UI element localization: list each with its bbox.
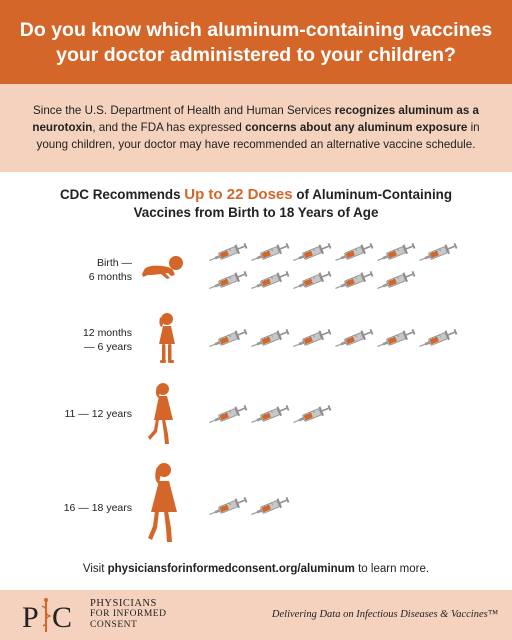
syringe-icon xyxy=(206,270,250,292)
tagline: Delivering Data on Infectious Diseases & Vaccines™ xyxy=(271,609,498,620)
syringe-icon xyxy=(206,242,250,264)
row-label-16years xyxy=(60,501,132,515)
row-label-birth xyxy=(60,256,132,284)
footer xyxy=(0,590,512,640)
teen-girl-icon xyxy=(146,462,182,544)
syringe-icon xyxy=(290,242,334,264)
org-line-2: FOR INFORMED xyxy=(90,609,167,619)
syringe-icon xyxy=(374,270,418,292)
subhead-line-1 xyxy=(0,186,512,204)
page-header xyxy=(0,0,512,84)
intro-bold-1: recognizes aluminum as a neurotoxin xyxy=(32,104,479,134)
header-line-2: your doctor administered to your children? xyxy=(56,44,456,66)
toddler-girl-icon xyxy=(156,312,178,366)
org-line-1: PHYSICIANS xyxy=(90,598,157,609)
syringe-icon xyxy=(290,404,334,426)
walking-girl-icon xyxy=(146,382,180,446)
syringe-icon xyxy=(416,242,460,264)
org-line-3: CONSENT xyxy=(90,620,138,630)
intro-bold-2: concerns about any aluminum exposure xyxy=(245,121,468,134)
syringe-icon xyxy=(332,328,376,350)
syringe-icon xyxy=(374,328,418,350)
intro-part-1: Since the U.S. Department of Health and Human Services xyxy=(33,104,335,117)
header-line-1: Do you know which aluminum-containing vaccines xyxy=(19,19,493,41)
row-label-11years xyxy=(60,407,132,421)
intro-part-2: , and the FDA has expressed xyxy=(92,121,246,134)
syringe-icon xyxy=(290,270,334,292)
syringe-icon xyxy=(332,270,376,292)
syringe-icon xyxy=(416,328,460,350)
row-2-label-line-1: 11 — 12 years xyxy=(64,408,132,420)
syringe-icon xyxy=(248,404,292,426)
syringe-icon xyxy=(248,242,292,264)
visit-pre: Visit xyxy=(82,563,108,575)
syringe-icon xyxy=(206,328,250,350)
org-name xyxy=(90,598,166,631)
subhead-line-2: Vaccines from Birth to 18 Years of Age xyxy=(133,205,379,220)
syringe-icon xyxy=(248,270,292,292)
subhead-pre: CDC Recommends xyxy=(59,187,185,202)
syringe-icon xyxy=(332,242,376,264)
row-0-label-line-2: 6 months xyxy=(88,271,132,283)
caduceus-icon xyxy=(22,596,74,634)
subhead-post: of Aluminum-Containing xyxy=(292,187,453,202)
syringe-icon xyxy=(248,496,292,518)
visit-url-link[interactable]: physiciansforinformedconsent.org/aluminum xyxy=(107,563,355,575)
svg-text:C: C xyxy=(52,601,73,634)
baby-icon xyxy=(140,254,188,280)
syringe-icon xyxy=(290,328,334,350)
syringe-icon xyxy=(206,404,250,426)
row-1-label-line-2: — 6 years xyxy=(84,341,132,353)
syringe-icon xyxy=(248,328,292,350)
intro-part-3: in young children, your doctor may have recommended an alternative vaccine schedule. xyxy=(36,121,480,151)
row-0-label-line-1: Birth — xyxy=(96,257,132,269)
subhead-highlight: Up to 22 Doses xyxy=(184,186,293,203)
intro-text xyxy=(0,84,512,172)
row-label-12months xyxy=(60,326,132,354)
visit-line xyxy=(0,563,512,575)
syringe-icon xyxy=(374,242,418,264)
visit-post: to learn more. xyxy=(354,563,430,575)
syringe-icon xyxy=(206,496,250,518)
svg-text:P: P xyxy=(22,601,39,634)
row-3-label-line-1: 16 — 18 years xyxy=(63,502,132,514)
section-subheading xyxy=(0,186,512,222)
row-1-label-line-1: 12 months xyxy=(82,327,132,339)
